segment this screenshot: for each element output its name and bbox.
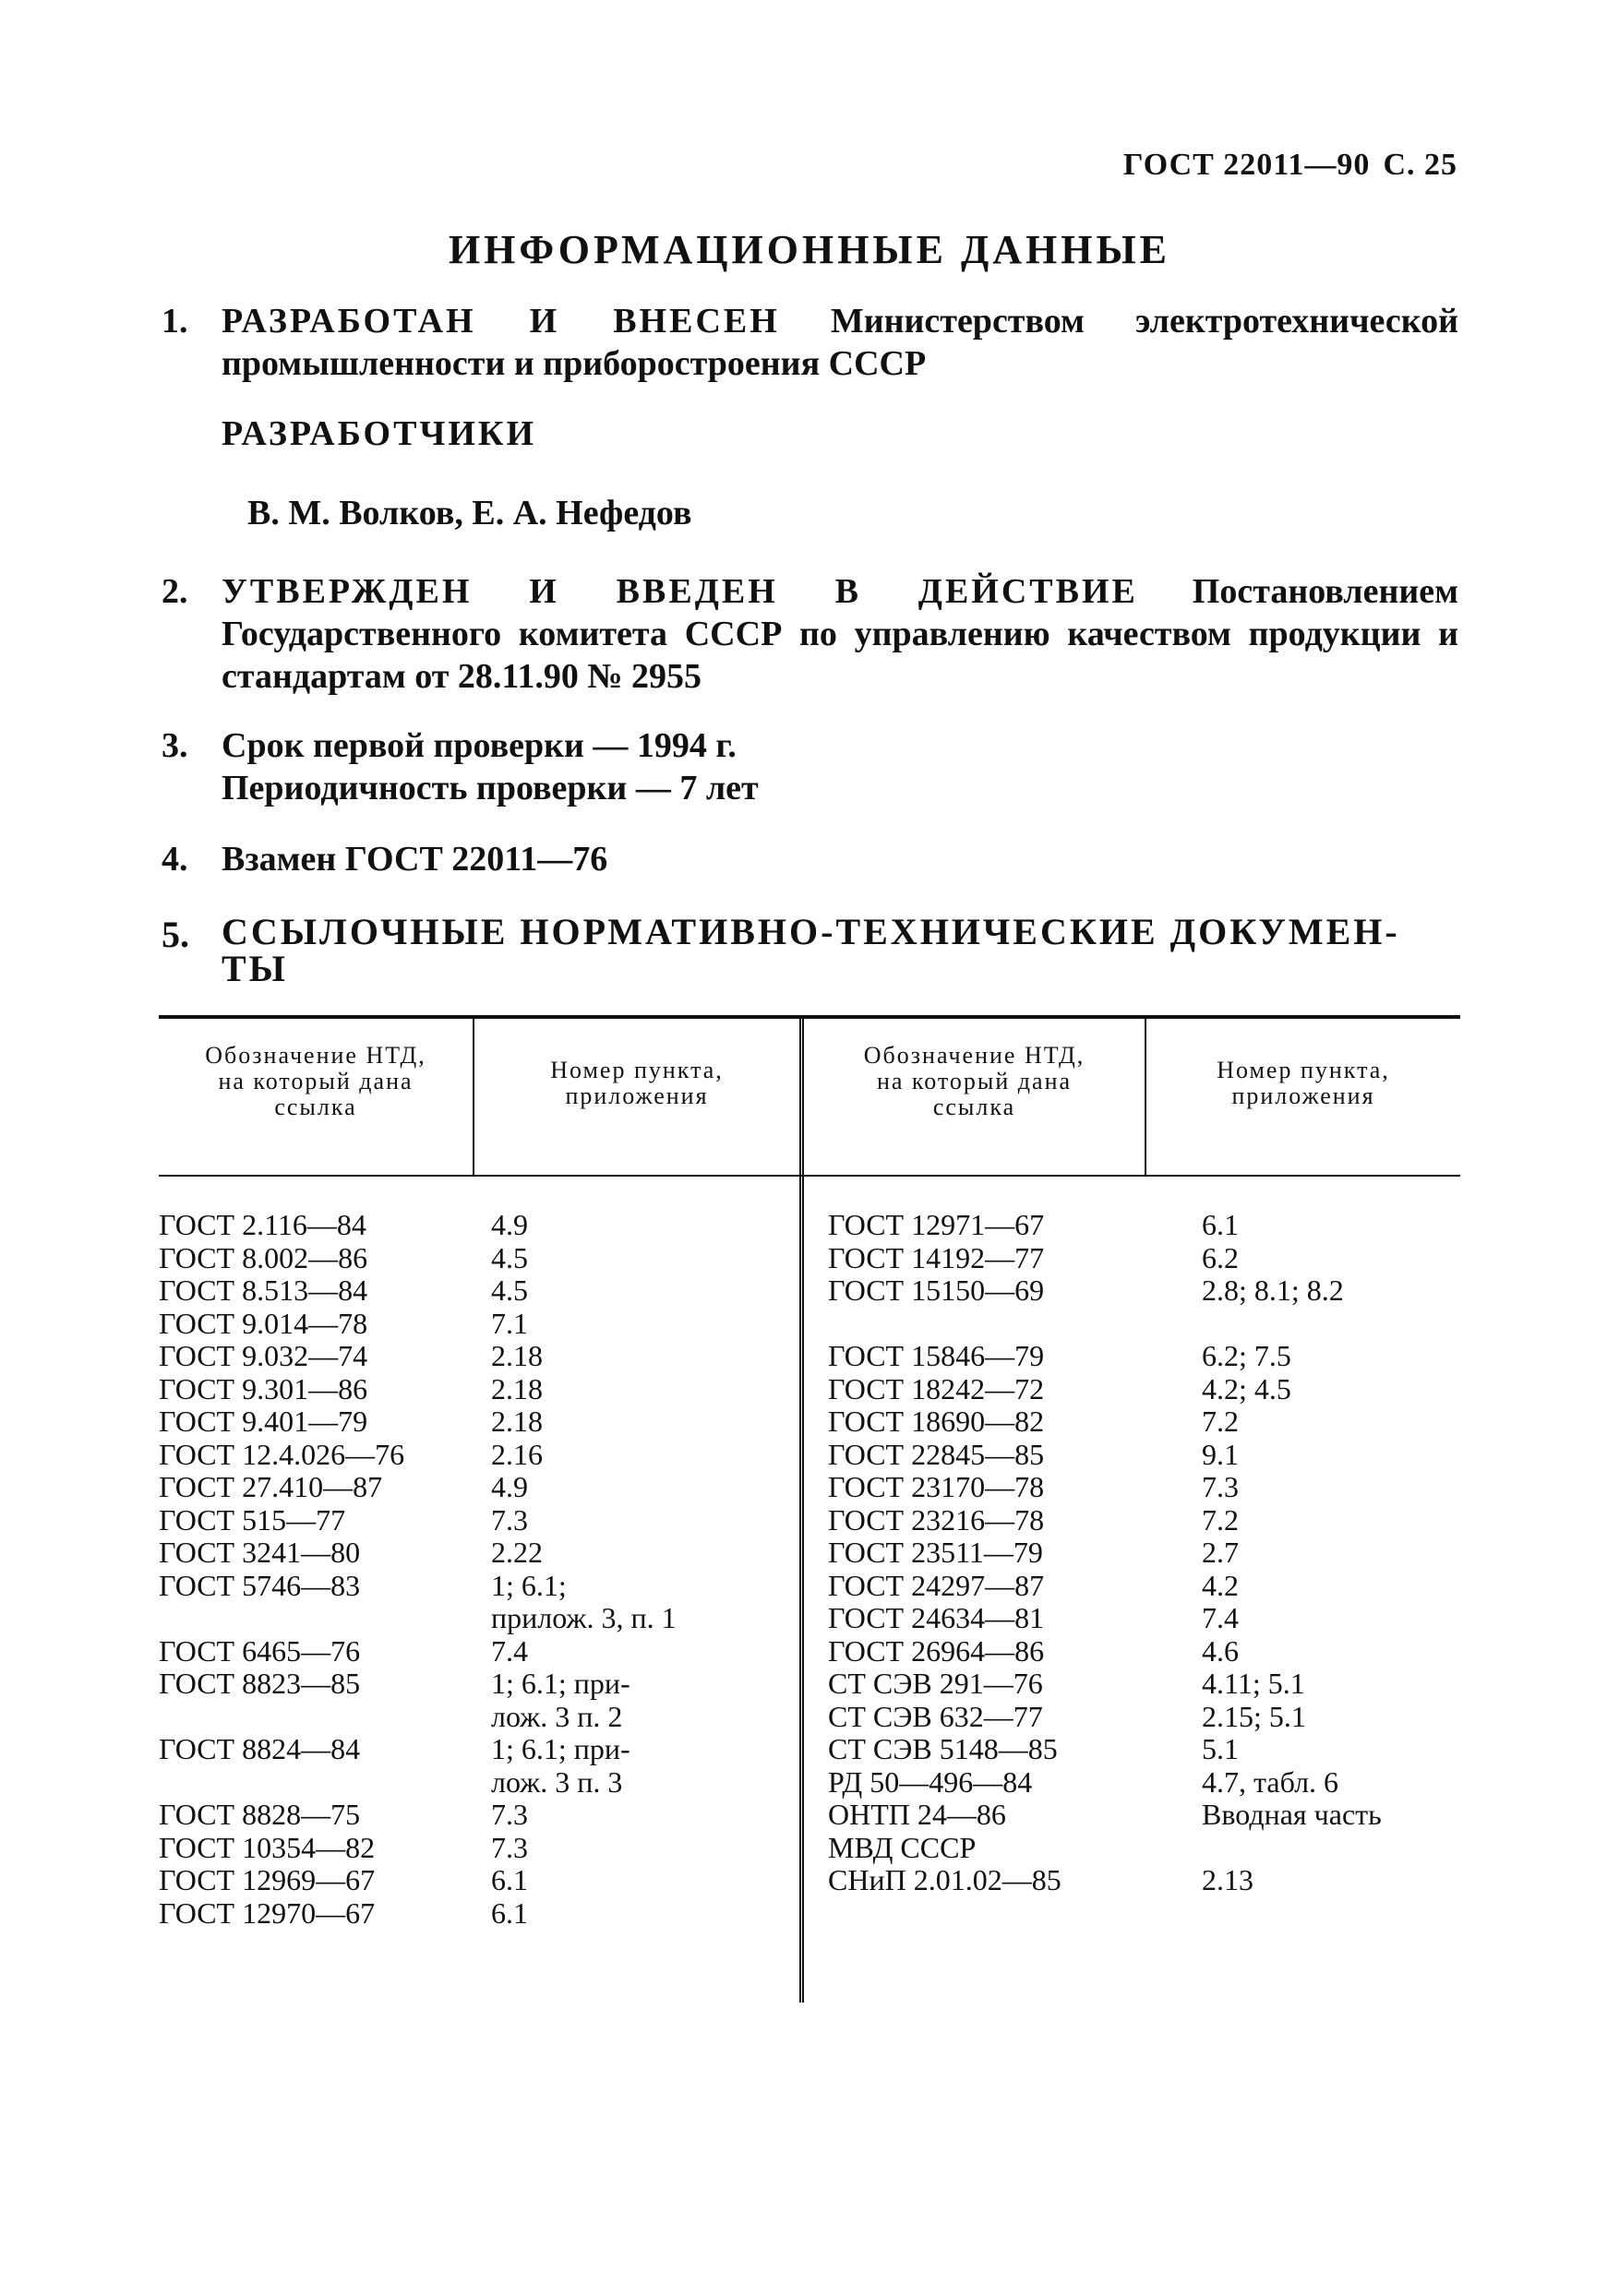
header-line: приложения: [565, 1082, 709, 1109]
table-cell: ГОСТ 9.014—78: [159, 1306, 368, 1340]
table-cell: 9.1: [1202, 1437, 1239, 1471]
column-right-designation: [828, 1209, 1061, 1897]
table-header-rule: [159, 1175, 1460, 1177]
table-cell: ГОСТ 6465—76: [159, 1633, 361, 1668]
table-cell: 7.3: [491, 1502, 528, 1537]
table-cell: [828, 1308, 1061, 1341]
table-cell: ГОСТ 2.116—84: [159, 1208, 366, 1241]
header-line: ссылка: [274, 1094, 357, 1120]
table-cell: ГОСТ 12970—67: [159, 1895, 376, 1930]
section-number: 1.: [162, 302, 188, 341]
table-cell: 4.11; 5.1: [1202, 1667, 1305, 1700]
table-cell: ГОСТ 22845—85: [828, 1437, 1045, 1471]
table-cell: 4.7, табл. 6: [1202, 1764, 1339, 1799]
header-line: приложения: [1231, 1082, 1375, 1109]
section-number: 4.: [162, 840, 188, 879]
table-cell: ГОСТ 23216—78: [828, 1502, 1045, 1537]
table-cell: 7.2: [1202, 1502, 1239, 1537]
table-cell: 4.2: [1202, 1568, 1239, 1602]
table-cell: РД 50—496—84: [828, 1764, 1033, 1799]
table-cell: ГОСТ 8.513—84: [159, 1274, 368, 1307]
table-cell: ГОСТ 10354—82: [159, 1830, 376, 1864]
table-cell: ГОСТ 27.410—87: [159, 1470, 383, 1503]
section-line: ТЫ: [222, 948, 288, 989]
table-cell: 7.3: [1202, 1470, 1239, 1503]
table-cell: 2.8; 8.1; 8.2: [1202, 1274, 1344, 1307]
table-cell: 2.18: [491, 1339, 543, 1372]
header-clause-right: [1146, 1058, 1460, 1109]
table-cell: 4.5: [491, 1240, 528, 1274]
page-number: С. 25: [1383, 148, 1457, 182]
table-top-rule: [159, 1015, 1460, 1019]
table-cell: 6.1: [491, 1863, 528, 1896]
table-cell: 7.4: [1202, 1601, 1239, 1634]
table-cell: СТ СЭВ 632—77: [828, 1699, 1043, 1733]
table-cell: МВД СССР: [828, 1830, 977, 1864]
table-cell: ГОСТ 24634—81: [828, 1601, 1045, 1634]
header-line: Обозначение НТД,: [205, 1042, 426, 1069]
section-text: Взамен ГОСТ 22011—76: [222, 840, 608, 879]
table-cell: 2.16: [491, 1437, 543, 1471]
header-line: Обозначение НТД,: [863, 1042, 1085, 1069]
table-cell: ГОСТ 15150—69: [828, 1274, 1045, 1307]
table-cell: ГОСТ 12971—67: [828, 1208, 1045, 1241]
header-designation-left: [159, 1043, 473, 1120]
table-cell: 4.5: [491, 1274, 528, 1307]
table-cell: ОНТП 24—86: [828, 1798, 1006, 1831]
section-3: [162, 724, 1458, 809]
table-cell: Вводная часть: [1202, 1798, 1382, 1831]
table-cell: [159, 1701, 404, 1734]
table-cell: ГОСТ 3241—80: [159, 1536, 361, 1569]
table-cell: СНиП 2.01.02—85: [828, 1863, 1061, 1896]
section-5: [162, 911, 1458, 989]
table-cell: ГОСТ 12.4.026—76: [159, 1437, 405, 1471]
table-cell: 5.1: [1202, 1732, 1239, 1765]
header-clause-left: [474, 1058, 799, 1109]
table-cell: 2.15; 5.1: [1202, 1699, 1306, 1733]
table-cell: 1; 6.1;: [491, 1568, 567, 1602]
section-1: [162, 300, 1458, 385]
table-cell: 2.22: [491, 1536, 543, 1569]
table-cell: ГОСТ 9.401—79: [159, 1405, 368, 1438]
developers-names: В. М. Волков, Е. А. Нефедов: [247, 494, 692, 532]
table-cell: ГОСТ 24297—87: [828, 1568, 1045, 1602]
section-text: Постановлением Государственного комитета СССР по управлению качеством продукции и стандартам от 28.11.90 № 2955: [222, 572, 1459, 696]
table-cell: 7.3: [491, 1798, 528, 1831]
table-cell: ГОСТ 8828—75: [159, 1798, 361, 1831]
table-cell: 4.9: [491, 1208, 528, 1241]
header-line: Номер пункта,: [1217, 1057, 1390, 1083]
table-cell: ГОСТ 8.002—86: [159, 1240, 368, 1274]
table-cell: 6.2; 7.5: [1202, 1339, 1291, 1372]
table-cell: ГОСТ 18242—72: [828, 1371, 1045, 1405]
table-cell: ГОСТ 14192—77: [828, 1240, 1045, 1274]
table-cell: [159, 1602, 404, 1635]
table-cell: 7.1: [491, 1306, 528, 1340]
table-cell: ГОСТ 8823—85: [159, 1667, 361, 1700]
table-cell: ГОСТ 9.301—86: [159, 1371, 368, 1405]
section-line: Срок первой проверки — 1994 г.: [222, 726, 737, 765]
table-cell: [1202, 1832, 1382, 1865]
table-cell: лож. 3 п. 2: [491, 1699, 623, 1733]
header-line: на который дана: [876, 1068, 1073, 1094]
header-line: Номер пункта,: [550, 1057, 724, 1083]
table-cell: 7.3: [491, 1830, 528, 1864]
table-cell: ГОСТ 18690—82: [828, 1405, 1045, 1438]
header-designation-right: [804, 1043, 1145, 1120]
table-cell: ГОСТ 515—77: [159, 1502, 346, 1537]
table-cell: СТ СЭВ 291—76: [828, 1667, 1043, 1700]
table-cell: 6.2: [1202, 1240, 1239, 1274]
table-cell: 4.6: [1202, 1633, 1239, 1668]
table-cell: ГОСТ 9.032—74: [159, 1339, 368, 1372]
section-number: 3.: [162, 726, 188, 765]
references-table: [159, 1015, 1460, 2003]
page-title: ИНФОРМАЦИОННЫЕ ДАННЫЕ: [448, 227, 1171, 272]
table-cell: ГОСТ 12969—67: [159, 1863, 376, 1896]
table-cell: лож. 3 п. 3: [491, 1764, 623, 1799]
table-cell: 7.2: [1202, 1405, 1239, 1438]
table-cell: 6.1: [491, 1895, 528, 1930]
table-cell: [159, 1766, 404, 1800]
table-cell: СТ СЭВ 5148—85: [828, 1732, 1058, 1765]
header-line: ссылка: [932, 1094, 1016, 1120]
section-caps: УТВЕРЖДЕН И ВВЕДЕН В ДЕЙСТВИЕ: [222, 572, 1138, 611]
header-line: на который дана: [218, 1068, 414, 1094]
section-text: Министерством электротехнической промышленности и приборостроения СССР: [222, 302, 1458, 383]
column-left-designation: [159, 1209, 404, 1930]
table-cell: ГОСТ 8824—84: [159, 1732, 361, 1765]
table-cell: 4.9: [491, 1470, 528, 1503]
table-cell: прилож. 3, п. 1: [491, 1601, 677, 1634]
table-cell: [1202, 1308, 1382, 1341]
table-cell: ГОСТ 26964—86: [828, 1633, 1045, 1668]
column-left-clause: [491, 1209, 677, 1930]
table-cell: ГОСТ 23511—79: [828, 1536, 1043, 1569]
developers-label: РАЗРАБОТЧИКИ: [222, 414, 537, 453]
section-4: [162, 838, 1458, 880]
table-cell: 7.4: [491, 1633, 528, 1668]
section-line: Периодичность проверки — 7 лет: [222, 769, 759, 807]
section-caps: РАЗРАБОТАН И ВНЕСЕН: [222, 302, 780, 341]
table-cell: 2.18: [491, 1371, 543, 1405]
table-cell: ГОСТ 5746—83: [159, 1568, 361, 1602]
table-cell: 4.2; 4.5: [1202, 1371, 1291, 1405]
table-cell: 2.13: [1202, 1863, 1253, 1896]
section-number: 5.: [162, 914, 189, 955]
table-cell: 1; 6.1; при-: [491, 1732, 630, 1765]
standard-number: ГОСТ 22011—90: [1122, 148, 1371, 182]
table-cell: 2.7: [1202, 1536, 1239, 1569]
table-cell: ГОСТ 15846—79: [828, 1339, 1045, 1372]
table-body-divider: [799, 1177, 804, 2003]
column-right-clause: [1202, 1209, 1382, 1897]
table-cell: ГОСТ 23170—78: [828, 1470, 1045, 1503]
section-2: [162, 570, 1458, 698]
table-cell: 1; 6.1; при-: [491, 1667, 630, 1700]
table-cell: 2.18: [491, 1405, 543, 1438]
section-line: ССЫЛОЧНЫЕ НОРМАТИВНО-ТЕХНИЧЕСКИЕ ДОКУМЕН-: [222, 911, 1400, 952]
page-header: [1110, 148, 1457, 183]
section-number: 2.: [162, 572, 188, 611]
table-cell: 6.1: [1202, 1208, 1239, 1241]
